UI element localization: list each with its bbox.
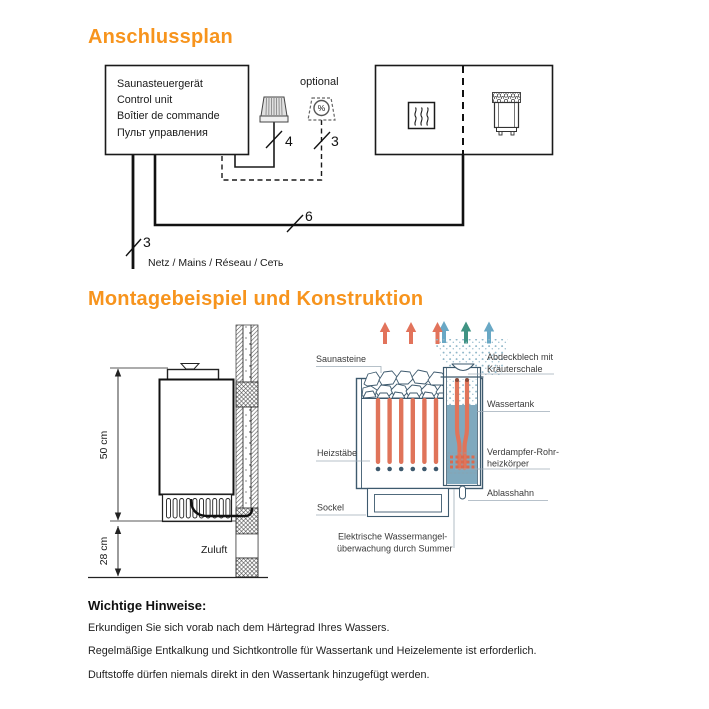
- base-socket: [368, 489, 449, 517]
- label-verdampfer-1: Verdampfer-Rohr-: [487, 447, 560, 457]
- wall-section: [236, 325, 258, 577]
- water-tank: [441, 364, 483, 499]
- dimension-28cm: [98, 526, 121, 577]
- label-wassermangel-1: Elektrische Wassermangel-: [338, 531, 448, 542]
- mains-cable: [126, 155, 141, 269]
- mains-caption: Netz / Mains / Réseau / Сеть: [148, 257, 284, 269]
- control-unit-label-de: Saunasteuergerät: [117, 78, 203, 90]
- label-saunasteine: Saunasteine: [316, 354, 367, 364]
- drain-tap-icon: [460, 486, 466, 499]
- percent-glyph: %: [317, 103, 326, 114]
- montage-konstruktion-diagram: [85, 305, 655, 590]
- sauna-stones: [362, 370, 447, 398]
- notes-title: Wichtige Hinweise:: [88, 598, 207, 613]
- temperature-sensor-icon: [260, 97, 288, 122]
- dim-50cm-label: 50 cm: [98, 430, 110, 460]
- arrow-up-icon: [380, 322, 390, 344]
- arrow-up-icon: [406, 322, 416, 344]
- sauna-cabin-box: [376, 66, 553, 155]
- note-line: Duftstoffe dürfen niemals direkt in den Wassertank hinzugefügt werden.: [88, 668, 430, 681]
- zuluft-label: Zuluft: [201, 544, 228, 556]
- dim-28cm-label: 28 cm: [98, 536, 110, 566]
- cable-number-3-optional: 3: [331, 133, 339, 149]
- label-abdeckblech-1: Abdeckblech mit: [487, 352, 554, 362]
- label-heizstaebe: Heizstäbe: [317, 448, 358, 458]
- control-unit-label-fr: Boîtier de commande: [117, 110, 220, 122]
- sauna-heater-icon: [493, 93, 521, 136]
- control-unit-label-en: Control unit: [117, 94, 173, 106]
- label-wassertank: Wassertank: [487, 399, 535, 409]
- important-notes: [88, 598, 633, 683]
- cable-number-3-mains: 3: [143, 234, 151, 250]
- anschlussplan-diagram: [85, 55, 600, 280]
- label-abdeckblech-2: Kräuterschale: [487, 364, 543, 374]
- control-unit-label-ru: Пульт управления: [117, 127, 208, 139]
- note-line: Erkundigen Sie sich vorab nach dem Härtegrad Ihres Wassers.: [88, 622, 390, 634]
- note-line: Regelmäßige Entkalkung und Sichtkontrolle für Wassertank und Heizelemente ist erforderlich.: [88, 645, 537, 658]
- heat-waves-icon: [409, 103, 435, 129]
- herb-bowl-top-icon: [181, 364, 199, 370]
- cable-number-6: 6: [305, 208, 313, 224]
- cable-number-4: 4: [285, 133, 293, 149]
- label-sockel: Sockel: [317, 502, 345, 513]
- label-verdampfer-2: heizkörper: [487, 458, 530, 469]
- section-title-anschlussplan: Anschlussplan: [88, 26, 233, 48]
- air-inlet-opening: [236, 534, 258, 558]
- control-unit-box: [106, 66, 249, 155]
- heater-cross-section: [357, 364, 484, 517]
- humidity-sensor-icon: [308, 98, 335, 120]
- label-wassermangel-2: überwachung durch Summer: [337, 543, 453, 554]
- optional-label: optional: [300, 76, 339, 88]
- section-title-montage: Montagebeispiel und Konstruktion: [88, 288, 424, 310]
- label-ablasshahn: Ablasshahn: [487, 488, 535, 498]
